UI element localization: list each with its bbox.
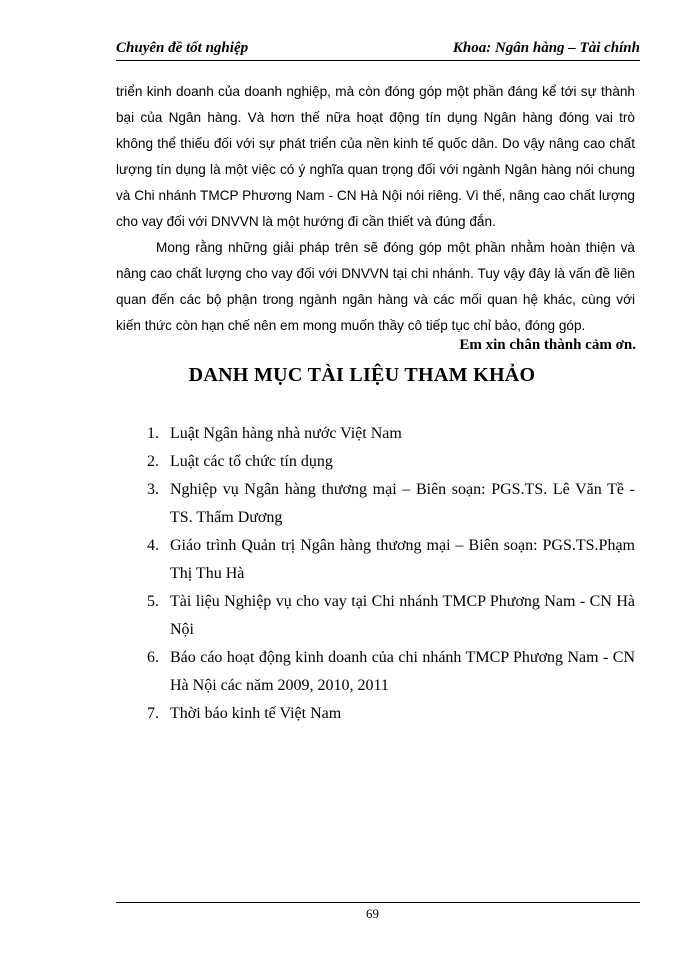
page-number: 69 (366, 906, 379, 921)
reference-item (147, 420, 635, 448)
reference-item (147, 644, 635, 700)
reference-text: Báo cáo hoạt động kinh doanh của chi nhánh TMCP Phương Nam - CN Hà Nội các năm 2009, 2010, 2011 (170, 649, 635, 694)
reference-item (147, 700, 635, 728)
reference-number: 1. (147, 425, 159, 442)
header-document-type: Chuyên đề tốt nghiệp (116, 40, 249, 56)
reference-text: Luật Ngân hàng nhà nước Việt Nam (170, 425, 402, 442)
reference-text: Thời báo kinh tế Việt Nam (170, 705, 342, 722)
reference-number: 7. (147, 705, 159, 722)
reference-text: Luật các tổ chức tín dụng (170, 453, 333, 470)
reference-item (147, 476, 635, 532)
reference-text: Giáo trình Quản trị Ngân hàng thương mại – Biên soạn: PGS.TS.Phạm Thị Thu Hà (170, 537, 635, 582)
reference-text: Tài liệu Nghiệp vụ cho vay tại Chi nhánh TMCP Phương Nam - CN Hà Nội (170, 593, 635, 638)
reference-item (147, 588, 635, 644)
reference-number: 6. (147, 649, 159, 666)
reference-item (147, 532, 635, 588)
references-title: DANH MỤC TÀI LIỆU THAM KHẢO (188, 364, 536, 386)
references-list (147, 420, 635, 728)
reference-text: Nghiệp vụ Ngân hàng thương mại – Biên soạn: PGS.TS. Lê Văn Tề - TS. Thẩm Dương (170, 481, 635, 526)
reference-number: 5. (147, 593, 159, 610)
header-faculty: Khoa: Ngân hàng – Tài chính (452, 40, 640, 56)
page-header (116, 38, 640, 61)
conclusion-text (116, 79, 635, 339)
reference-item (147, 448, 635, 476)
footer-divider (116, 902, 640, 903)
reference-number: 4. (147, 537, 159, 554)
reference-number: 3. (147, 481, 159, 498)
conclusion-paragraph-1: triển kinh doanh của doanh nghiệp, mà còn đóng góp một phần đáng kể tới sự thành bại của Ngân hàng. Và hơn thế nữa hoạt động tín dụng Ngân hàng đóng vai trò không thể thiếu đối với sự phát triển của nền kinh tế quốc dân. Do vậy nâng cao chất lượng tín dụng là một việc có ý nghĩa quan trọng đối với ngành Ngân hàng nói chung và Chi nhánh TMCP Phương Nam - CN Hà Nội nói riêng. Vì thế, nâng cao chất lượng cho vay đối với DNVVN là một hướng đi cần thiết và đúng đắn. (116, 84, 635, 229)
reference-number: 2. (147, 453, 159, 470)
thanks-line: Em xin chân thành cảm ơn. (459, 337, 636, 353)
conclusion-paragraph-2: Mong rằng những giải pháp trên sẽ đóng góp một phần nhằm hoàn thiện và nâng cao chất lượng cho vay đối với DNVVN tại chi nhánh. Tuy vậy đây là vấn đề liên quan đến các bộ phận trong ngành ngân hàng và các mối quan hệ khác, cùng với kiến thức còn hạn chế nên em mong muốn thầy cô tiếp tục chỉ bảo, đóng góp. (116, 240, 635, 333)
